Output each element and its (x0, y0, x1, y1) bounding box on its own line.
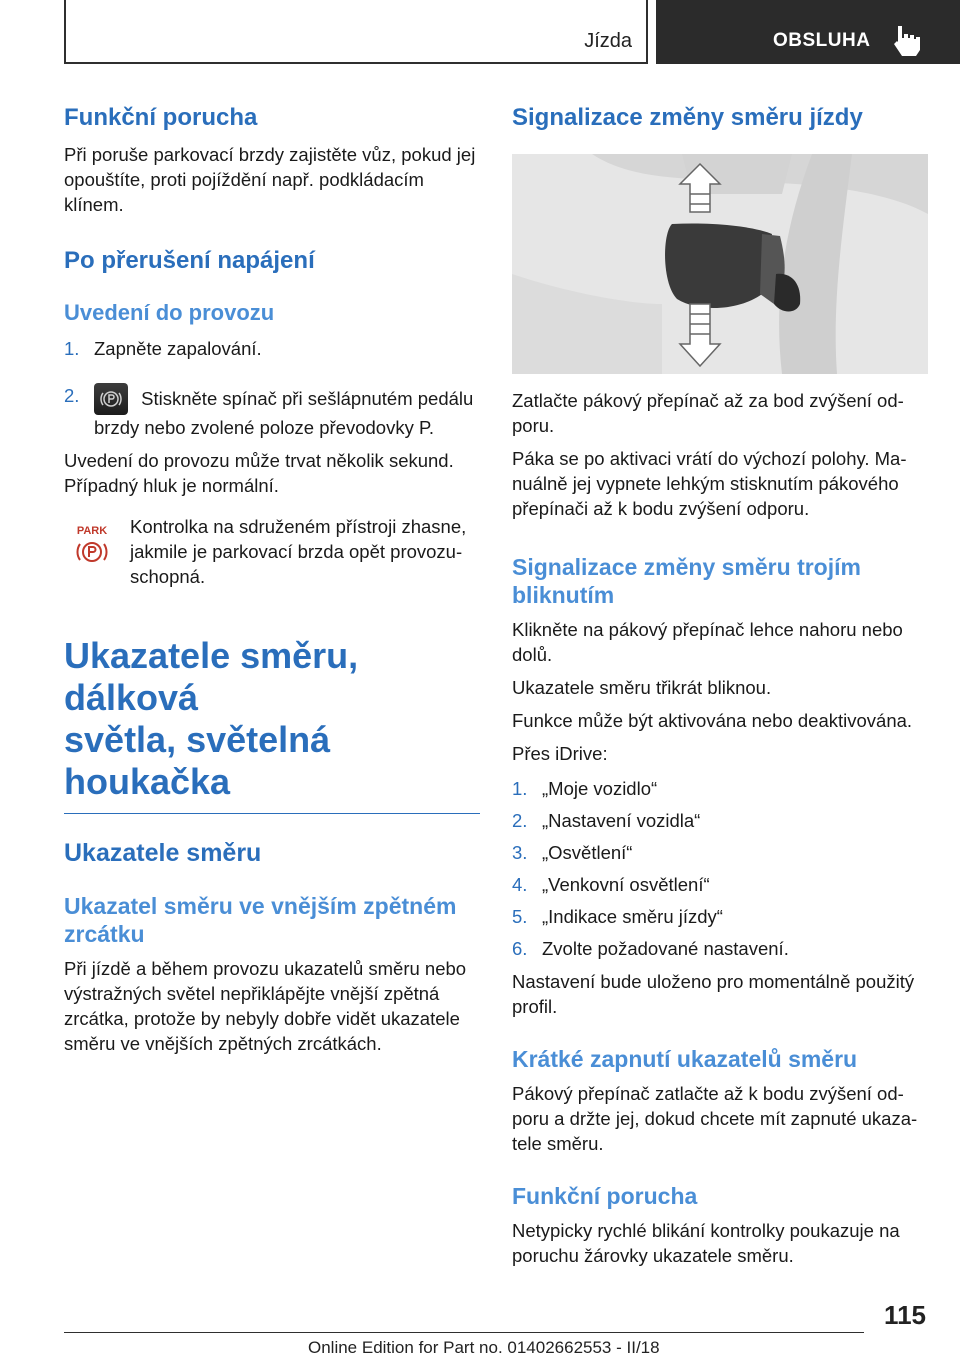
list-number: 2. (64, 385, 80, 406)
indicator-text: Kontrolka na sdruženém přístroji zhasne, jakmile je parkovací brzda opět provozuschopná. (130, 516, 467, 587)
running-header-box (64, 0, 648, 64)
list-item (512, 872, 928, 897)
mirror-heading: Ukazatel směru ve vnějším zpětném zrcátku (64, 893, 457, 947)
turn-signal-lever-illustration (512, 154, 928, 374)
header-section-title: Jízda (584, 30, 632, 52)
list-text: „Indikace směru jízdy“ (542, 906, 723, 927)
triple-text-3: Funkce může být aktivována nebo deaktivována. (512, 710, 913, 731)
list-item (512, 904, 928, 929)
page-number: 115 (884, 1300, 926, 1330)
right-fault-text: Netypicky rychlé blikání kontrolky poukazuje na poruchu žárovky ukazatele směru. (512, 1220, 900, 1266)
list-text: „Osvětlení“ (542, 842, 633, 863)
list-number: 6. (512, 938, 528, 959)
park-indicator-label: PARK (76, 525, 108, 537)
footer-rule (64, 1332, 864, 1333)
list-item (64, 383, 482, 440)
startup-note: Uvedení do provozu může trvat několik sekund. Případný hluk je normální. (64, 450, 454, 496)
triple-text-1: Klikněte na pákový přepínač lehce nahoru nebo dolů. (512, 619, 903, 665)
list-number: 3. (512, 842, 528, 863)
header-chapter-title: OBSLUHA (773, 30, 871, 51)
list-text: Stiskněte spínač při sešlápnutém pedálu brzdy nebo zvolené poloze převodovky P. (94, 388, 474, 438)
list-text: „Moje vozidlo“ (542, 778, 658, 799)
chapter-tab (656, 0, 960, 64)
triple-text-4: Přes iDrive: (512, 743, 608, 764)
parking-brake-button-icon (94, 383, 128, 415)
list-text: Zvolte požadované nastavení. (542, 938, 789, 959)
chapter-title (64, 635, 482, 803)
right-fault-heading: Funkční porucha (512, 1183, 698, 1209)
signal-text-2: Páka se po aktivaci vrátí do výchozí polohy. Manuálně jej vypnete lehkým stisknutím pákového přepínači až k bodu zvýšení odporu. (512, 448, 907, 519)
list-item (64, 336, 482, 361)
fault-heading: Funkční porucha (64, 104, 258, 131)
list-text: „Nastavení vozidla“ (542, 810, 701, 831)
startup-heading: Uvedení do provozu (64, 300, 275, 325)
list-number: 1. (512, 778, 528, 799)
list-number: 4. (512, 874, 528, 895)
short-signal-text: Pákový přepínač zatlačte až k bodu zvýšení odporu a držte jej, dokud chcete mít zapnuté ukazatele směru. (512, 1083, 918, 1154)
list-item (512, 776, 928, 801)
triple-signal-heading: Signalizace změny směru trojím bliknutím (512, 554, 861, 608)
chapter-title-line-1: Ukazatele směru, dálková (64, 635, 359, 718)
park-indicator-icon (72, 522, 118, 568)
list-number: 1. (64, 338, 80, 359)
fault-text: Při poruše parkovací brzdy zajistěte vůz, pokud jej opouštíte, proti pojíždění např. podkládacím klínem. (64, 144, 476, 215)
power-heading: Po přerušení napájení (64, 247, 315, 274)
idrive-steps-list (512, 776, 928, 961)
right-column (512, 96, 928, 1268)
list-text: „Venkovní osvětlení“ (542, 874, 710, 895)
triple-text-2: Ukazatele směru třikrát bliknou. (512, 677, 772, 698)
profile-text: Nastavení bude uloženo pro momentálně použitý profil. (512, 971, 915, 1017)
short-signal-heading: Krátké zapnutí ukazatelů směru (512, 1046, 858, 1072)
lever-illustration-drawing (512, 154, 928, 374)
list-number: 5. (512, 906, 528, 927)
turn-signal-heading: Ukazatele směru (64, 839, 262, 867)
list-item (512, 936, 928, 961)
list-text: Zapněte zapalování. (94, 338, 262, 359)
chapter-title-line-2: světla, světelná houkačka (64, 719, 331, 802)
list-item (512, 840, 928, 865)
signal-text-1: Zatlačte pákový přepínač až za bod zvýšení odporu. (512, 390, 904, 436)
list-number: 2. (512, 810, 528, 831)
mirror-text: Při jízdě a během provozu ukazatelů směru nebo výstražných světel nepřiklápějte vnější zpětná zrcátka, protože by nebyly dobře vidět ukazatele směru ve vnějších zpětných zrcátkách. (64, 958, 467, 1054)
edition-footer: Online Edition for Part no. 01402662553 - II/18 (308, 1338, 660, 1357)
left-column (64, 96, 482, 1056)
chapter-title-rule (64, 813, 480, 814)
list-item (512, 808, 928, 833)
hand-pointer-icon (892, 24, 922, 58)
indicator-note (64, 514, 482, 589)
signal-heading: Signalizace změny směru jízdy (512, 104, 863, 131)
